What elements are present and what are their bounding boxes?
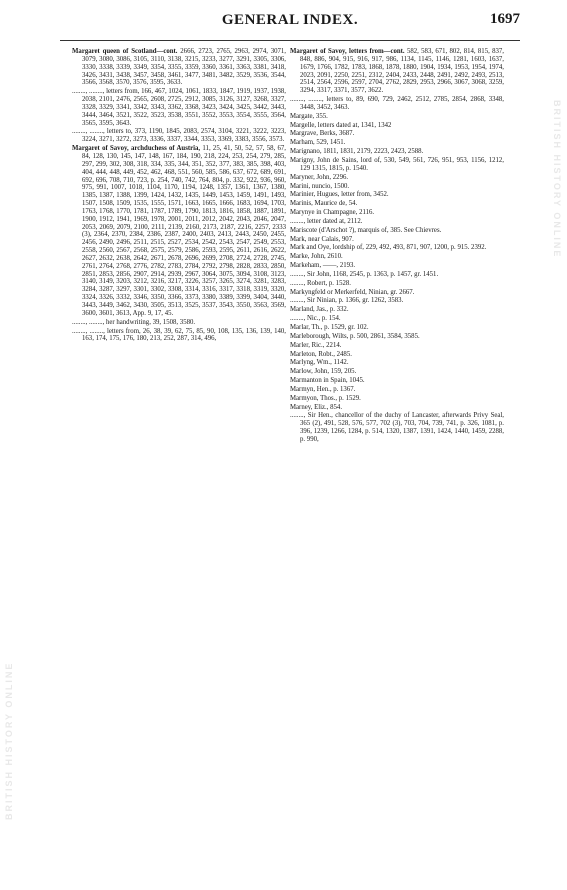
index-entry-text: Marney, Eliz., 854. — [290, 403, 343, 411]
index-entry — [72, 145, 286, 318]
index-entry-text: ........, Sir John, 1168, 2545, p. 1363, p. 1457, gr. 1451. — [290, 270, 439, 278]
index-entry — [290, 306, 504, 314]
index-entry-text: Markyngfeld or Merkerfeld, Ninian, gr. 2667. — [290, 288, 415, 296]
header-rule — [60, 40, 520, 41]
index-entry — [290, 96, 504, 112]
index-entry — [290, 200, 504, 208]
index-entry-text: Marini, nuncio, 1500. — [290, 182, 350, 190]
index-entry-heading: Margaret of Savoy, archduchess of Austria, — [72, 145, 201, 153]
index-entry — [290, 333, 504, 341]
index-entry — [290, 386, 504, 394]
index-entry — [290, 48, 504, 95]
index-entry-text: Marland, Jas., p. 332. — [290, 306, 349, 314]
index-entry-heading: Margaret queen of Scotland—cont. — [72, 48, 178, 55]
index-entry — [290, 271, 504, 279]
index-entry-text: Marler, Ric., 2214. — [290, 341, 342, 349]
index-entry — [290, 244, 504, 252]
index-entry — [290, 122, 504, 130]
index-entry-text: Margate, 355. — [290, 112, 328, 120]
running-title: GENERAL INDEX. — [221, 12, 359, 28]
page-number: 1697 — [490, 11, 520, 27]
index-entry-text: Marlow, John, 159, 205. — [290, 368, 357, 376]
index-entry — [290, 297, 504, 305]
index-entry — [290, 262, 504, 270]
index-entry-text: ........, Nic., p. 154. — [290, 315, 341, 323]
left-index-column — [72, 48, 286, 344]
index-entry-text: Marham, 529, 1451. — [290, 139, 346, 147]
index-entry-text: Marinier, Hugues, letter from, 3452. — [290, 191, 389, 199]
index-entry-text: Marignano, 1811, 1831, 2179, 2223, 2423, 2588. — [290, 148, 424, 156]
index-entry — [290, 359, 504, 367]
index-entry-heading: Margaret of Savoy, letters from—cont. — [290, 48, 405, 55]
index-entry — [290, 209, 504, 217]
index-entry-text: Marmyn, Hen., p. 1367. — [290, 385, 356, 393]
index-entry — [290, 368, 504, 376]
right-index-column — [290, 48, 504, 445]
index-entry — [290, 342, 504, 350]
index-entry — [290, 236, 504, 244]
index-entry — [290, 130, 504, 138]
index-entry — [290, 113, 504, 121]
page-header — [60, 12, 520, 34]
index-entry-text: Mark, near Calais, 907. — [290, 235, 354, 243]
watermark-right: BRITISH HISTORY ONLINE — [552, 100, 562, 259]
index-entry-text: Marmanton in Spain, 1045. — [290, 377, 365, 385]
index-entry-text: ........, Sir Ninian, p. 1366, gr. 1262, 3583. — [290, 297, 404, 305]
index-entry — [290, 191, 504, 199]
index-entry-text: Markeham, ——, 2193. — [290, 262, 356, 270]
index-entry-text: ........, letter dated at, 2112. — [290, 217, 363, 225]
index-entry-text: Marleborough, Wilts, p. 500, 2861, 3584, 3585. — [290, 332, 420, 340]
index-entry — [290, 289, 504, 297]
index-entry-text: Margrave, Berks, 3687. — [290, 130, 355, 138]
index-entry — [290, 174, 504, 182]
index-entry-text: ........, ........, letters to, 373, 1190, 1845, 2083, 2574, 3104, 3221, 3222, 3223, 3224, 3271, 3272, 3273, 3336, 3337, 3344, 3353, 3369, 3383, 3556, 3573. — [72, 128, 286, 144]
index-entry — [290, 324, 504, 332]
index-entry — [290, 315, 504, 323]
index-entry-text: Marigny, John de Sains, lord of, 530, 549, 561, 726, 951, 953, 1156, 1212, 129 1315, 1815, p. 1540. — [290, 156, 504, 172]
index-entry — [72, 319, 286, 327]
index-entry — [72, 48, 286, 87]
index-entry — [290, 157, 504, 173]
index-entry-text: ........, ........, letters from, 166, 467, 1024, 1061, 1833, 1847, 1919, 1937, 1938, 2038, 2101, 2476, 2565, 2608, 2725, 2912, 3085, 3126, 3127, 3268, 3327, 3328, 3329, 3341, 3342, 3343, 3362, 3368, 3423, 3424, 3425, 3442, 3443, 3444, 3464, 3521, 3522, 3523, 3538, 3551, 3552, 3553, 3554, 3555, 3564, 3565, 3595, 3643. — [72, 88, 286, 127]
index-entry — [290, 253, 504, 261]
index-entry — [290, 404, 504, 412]
index-entry-text: Marke, John, 2610. — [290, 253, 343, 261]
index-entry — [72, 88, 286, 127]
index-entry-text: Mariscote (d'Arschot ?), marquis of, 385. See Chievres. — [290, 226, 442, 234]
index-entry — [290, 280, 504, 288]
index-entry-text: Margelle, letters dated at, 1341, 1342 — [290, 121, 392, 129]
index-entry — [290, 183, 504, 191]
index-entry — [290, 377, 504, 385]
index-entry-text: ........, ........, letters from, 26, 38, 39, 62, 75, 85, 90, 108, 135, 136, 139, 140, 163, 174, 175, 176, 180, 213, 252, 287, 314, 496, — [72, 327, 286, 343]
index-entry — [290, 395, 504, 403]
index-entry-text: Marynye in Champagne, 2116. — [290, 209, 375, 217]
index-entry-text: Marleton, Robt., 2485. — [290, 350, 352, 358]
index-entry — [72, 328, 286, 344]
index-entry — [290, 227, 504, 235]
index-entry-text: Marlyng, Wm., 1142. — [290, 359, 349, 367]
index-entry-text: Marmyon, Thos., p. 1529. — [290, 394, 361, 402]
index-entry-text: 2666, 2723, 2765, 2963, 2974, 3071, 3079, 3080, 3086, 3105, 3110, 3138, 3215, 3233, 3277, 3291, 3305, 3306, 3330, 3338, 3339, 3349, 3354, 3355, 3359, 3360, 3361, 3363, 3381, 3418, 3426, 3431, 3438, 3457, 3458, 3461, 3477, 3481, 3482, 3529, 3536, 3544, 3566, 3568, 3570, 3576, 3595, 3633. — [82, 48, 286, 87]
index-entry — [290, 139, 504, 147]
index-entry-text: ........, ........, her handwriting, 39, 1508, 3580. — [72, 318, 196, 326]
index-entry-text: ........, Robert, p. 1528. — [290, 279, 351, 287]
index-entry-text: Mark and Oye, lordship of, 229, 492, 493, 871, 907, 1200, p. 915. 2392. — [290, 244, 487, 252]
index-entry — [290, 351, 504, 359]
index-entry-text: ........, ........, letters to, 89, 690, 729, 2462, 2512, 2785, 2854, 2868, 3348, 3448, 3452, 3463. — [290, 96, 504, 111]
watermark-left: BRITISH HISTORY ONLINE — [4, 661, 14, 820]
index-entry — [290, 148, 504, 156]
index-entry — [290, 412, 504, 443]
index-entry-text: Marlar, Th., p. 1529, gr. 102. — [290, 324, 369, 331]
index-entry — [72, 128, 286, 144]
index-entry-text: ........, Sir Hen., chancellor of the duchy of Lancaster, afterwards Privy Seal, 365 (2), 491, 528, 576, 577, 702 (3), 703, 704, 739, 741, p. 326, 1081, p. 396, 1239, 1266, 1284, p. 514, 1320, 1387, 1391, 1424, 1440, 1459, 2288, p. 990, — [290, 412, 504, 443]
index-entry — [290, 218, 504, 226]
index-entry-text: Marinis, Maurice de, 54. — [290, 200, 358, 208]
index-entry-text: Maryner, John, 2296. — [290, 173, 349, 181]
index-entry-text: 582, 583, 671, 802, 814, 815, 837, 848, 886, 904, 915, 916, 917, 986, 1134, 1145, 1146, 1281, 1603, 1637, 1679, 1766, 1782, 1783, 1868, 1878, 1880, 1904, 1934, 1953, 1954, 1974, 2023, 2091, 2250, 2251, 2312, 2404, 2433, 2448, 2491, 2492, 2493, 2513, 2514, 2564, 2596, 2597, 2704, 2762, 2829, 2953, 2966, 3067, 3068, 3259, 3294, 3317, 3371, 3577, 3622. — [300, 48, 504, 95]
index-entry-text: 11, 25, 41, 50, 52, 57, 58, 67, 84, 128, 130, 145, 147, 148, 167, 184, 190, 218, 224, 253, 254, 279, 285, 297, 299, 302, 308, 318, 334, 335, 344, 351, 352, 377, 383, 385, 398, 403, 404, 444, 448, 449, 452, 462, 468, 551, 560, 585, 586, 637, 672, 689, 691, 692, 696, 708, 710, 723, p. 254, 740, 742, 764, 804, p. 332, 922, 936, 960, 975, 991, 1007, 1018, 1104, 1170, 1194, 1248, 1357, 1361, 1367, 1380, 1385, 1387, 1388, 1399, 1424, 1432, 1435, 1449, 1453, 1459, 1491, 1493, 1507, 1508, 1509, 1535, 1555, 1571, 1663, 1665, 1666, 1683, 1694, 1703, 1763, 1768, 1770, 1781, 1787, 1789, 1790, 1813, 1816, 1858, 1887, 1891, 1900, 1912, 1941, 1969, 1978, 2001, 2011, 2012, 2042, 2043, 2046, 2047, 2053, 2069, 2079, 2100, 2111, 2139, 2160, 2173, 2187, 2216, 2257, 2333 (3), 2364, 2370, 2384, 2386, 2387, 2400, 2403, 2413, 2443, 2450, 2455, 2456, 2490, 2496, 2511, 2515, 2527, 2534, 2542, 2543, 2547, 2549, 2553, 2558, 2560, 2567, 2568, 2575, 2579, 2586, 2593, 2595, 2611, 2616, 2622, 2627, 2632, 2638, 2642, 2671, 2678, 2696, 2699, 2708, 2724, 2728, 2745, 2761, 2764, 2768, 2776, 2782, 2783, 2784, 2792, 2798, 2828, 2833, 2850, 2851, 2853, 2856, 2907, 2914, 2939, 2967, 3064, 3075, 3094, 3108, 3123, 3140, 3149, 3203, 3212, 3216, 3217, 3226, 3257, 3265, 3274, 3281, 3283, 3284, 3287, 3297, 3301, 3302, 3308, 3314, 3316, 3317, 3318, 3319, 3320, 3324, 3326, 3332, 3346, 3350, 3366, 3373, 3380, 3389, 3399, 3404, 3440, 3443, 3449, 3462, 3430, 3505, 3513, 3525, 3537, 3543, 3550, 3563, 3569, 3600, 3601, 3613, App. 9, 17, 45. — [82, 145, 286, 317]
